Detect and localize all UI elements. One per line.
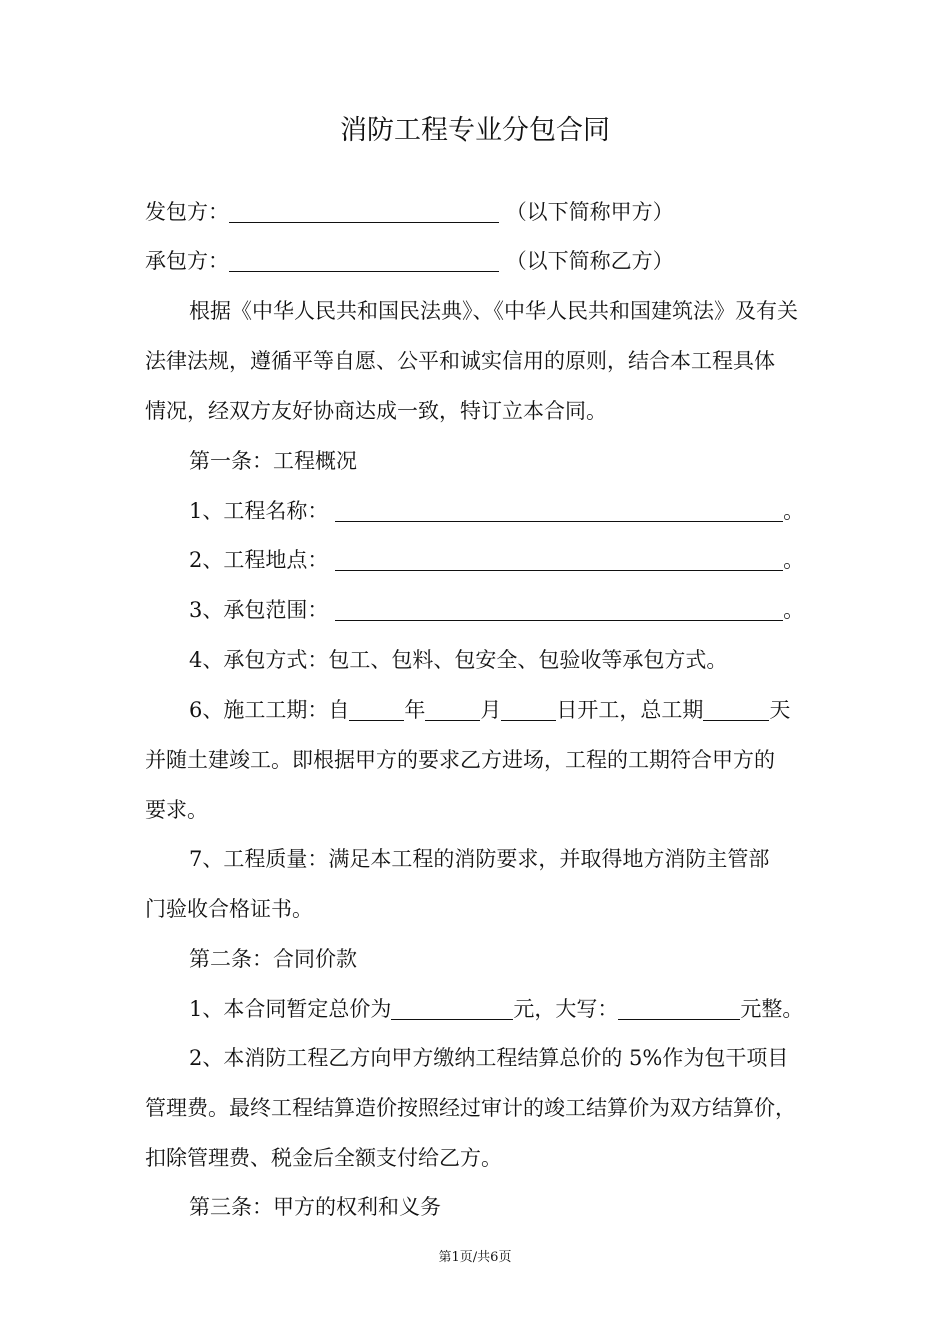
quality-line-2: 门验收合格证书。 — [145, 897, 313, 921]
start-month-blank[interactable] — [425, 696, 480, 721]
schedule-line-2: 并随土建竣工。即根据甲方的要求乙方进场，工程的工期符合甲方的 — [145, 748, 775, 772]
schedule-line-1 — [189, 696, 859, 724]
page-footer: 第1页/共6页 — [438, 1250, 512, 1265]
total-days-blank[interactable] — [703, 696, 769, 721]
contractor-line — [145, 247, 815, 275]
contract-scope-label: 3、承包范围： — [189, 598, 329, 622]
price-line — [189, 995, 859, 1023]
fee-line-2: 管理费。最终工程结算造价按照经过审计的竣工结算价为双方结算价， — [145, 1096, 796, 1120]
employer-blank[interactable] — [229, 198, 499, 223]
day-start-label: 日开工，总工期 — [556, 698, 704, 722]
contractor-label: 承包方： — [145, 249, 229, 273]
contract-method-line: 4、承包方式：包工、包料、包安全、包验收等承包方式。 — [189, 648, 728, 672]
price-suffix: 元整。 — [740, 997, 804, 1021]
period-mark: 。 — [783, 499, 805, 523]
document-title: 消防工程专业分包合同 — [340, 115, 610, 146]
employer-label: 发包方： — [145, 200, 229, 224]
article2-heading: 第二条：合同价款 — [189, 947, 357, 971]
contract-scope-blank[interactable] — [335, 596, 783, 621]
year-label: 年 — [404, 698, 426, 722]
schedule-prefix: 6、施工工期：自 — [189, 698, 350, 722]
fee-line-1: 2、本消防工程乙方向甲方缴纳工程结算总价的 5%作为包干项目 — [189, 1046, 789, 1070]
project-location-line — [189, 546, 859, 574]
project-location-blank[interactable] — [335, 546, 783, 571]
preamble-line-3: 情况，经双方友好协商达成一致，特订立本合同。 — [145, 399, 607, 423]
schedule-line-3: 要求。 — [145, 798, 208, 822]
project-name-line — [189, 497, 859, 525]
contract-scope-line — [189, 596, 859, 624]
price-amount-blank[interactable] — [391, 995, 513, 1020]
contractor-note: （以下简称乙方） — [505, 249, 674, 273]
article3-heading: 第三条：甲方的权利和义务 — [189, 1195, 441, 1219]
article1-heading: 第一条：工程概况 — [189, 449, 357, 473]
period-mark: 。 — [783, 598, 805, 622]
contractor-blank[interactable] — [229, 247, 499, 272]
price-yuan-label: 元，大写： — [513, 997, 619, 1021]
days-label: 天 — [769, 698, 791, 722]
project-name-blank[interactable] — [335, 497, 783, 522]
employer-line — [145, 198, 815, 226]
project-name-label: 1、工程名称： — [189, 499, 329, 523]
month-label: 月 — [480, 698, 502, 722]
price-prefix: 1、本合同暂定总价为 — [189, 997, 392, 1021]
fee-line-3: 扣除管理费、税金后全额支付给乙方。 — [145, 1146, 502, 1170]
preamble-line-1: 根据《中华人民共和国民法典》、《中华人民共和国建筑法》及有关 — [189, 299, 798, 323]
project-location-label: 2、工程地点： — [189, 548, 329, 572]
preamble-line-2: 法律法规，遵循平等自愿、公平和诚实信用的原则，结合本工程具体 — [145, 349, 775, 373]
period-mark: 。 — [783, 548, 805, 572]
employer-note: （以下简称甲方） — [505, 200, 674, 224]
price-words-blank[interactable] — [618, 995, 740, 1020]
start-day-blank[interactable] — [501, 696, 556, 721]
start-year-blank[interactable] — [349, 696, 404, 721]
quality-line-1: 7、工程质量：满足本工程的消防要求，并取得地方消防主管部 — [189, 847, 770, 871]
